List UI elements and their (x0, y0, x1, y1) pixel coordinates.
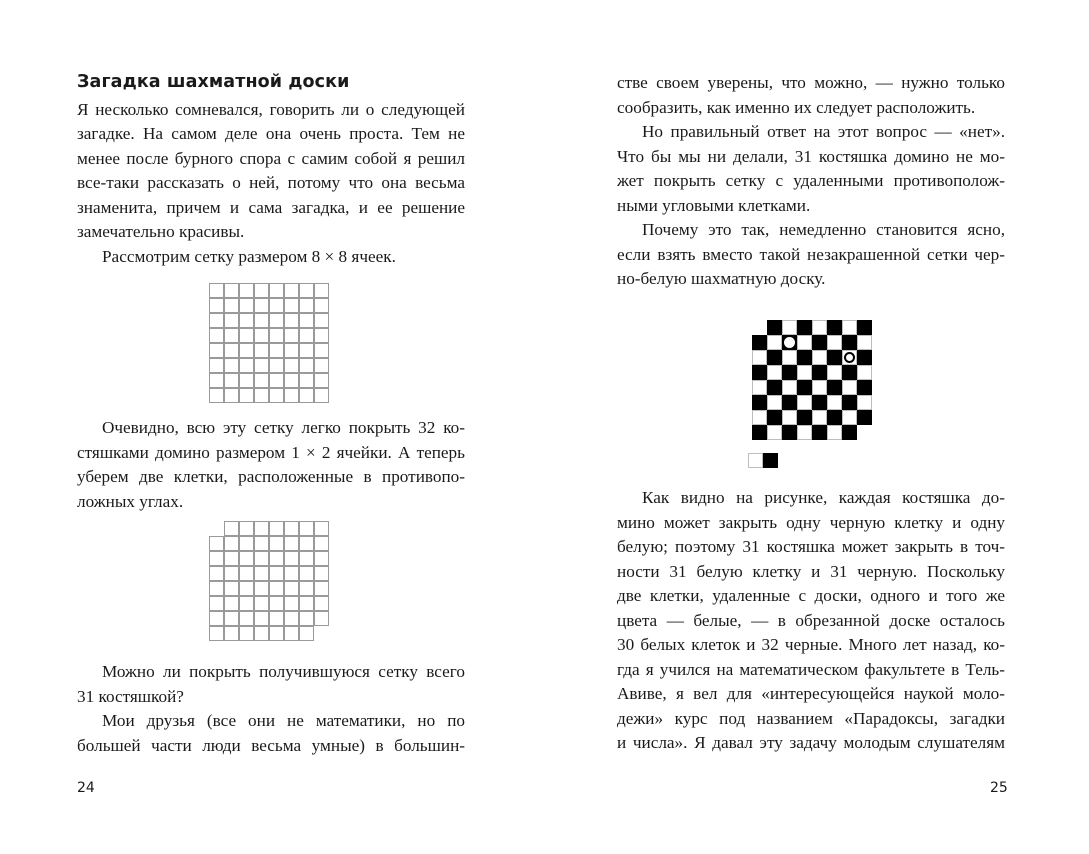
grid-cell (254, 373, 269, 388)
white-square (797, 335, 812, 350)
grid-cell (269, 298, 284, 313)
text-line: но-белую шахматную доску. (617, 269, 826, 288)
grid-cell (209, 358, 224, 373)
grid-cell (314, 313, 329, 328)
grid-cell (269, 581, 284, 596)
grid-cell (239, 521, 254, 536)
grid-cell (224, 313, 239, 328)
text-line: ности 31 белую клетку и 31 черную. Поскольку (617, 562, 1005, 581)
text-line: стяшками домино размером 1 × 2 ячейки. А теперь (77, 443, 465, 462)
grid-cell (254, 551, 269, 566)
white-square (827, 395, 842, 410)
grid-cell (209, 313, 224, 328)
white-square (752, 380, 767, 395)
white-square (752, 410, 767, 425)
black-square (857, 410, 872, 425)
grid-cell (269, 566, 284, 581)
grid-cell (299, 283, 314, 298)
text-line: гда я учился на математическом факультете в Тель- (617, 660, 1005, 679)
grid-cell (284, 626, 299, 641)
grid-cell (224, 343, 239, 358)
grid-cell (254, 581, 269, 596)
black-square (752, 365, 767, 380)
white-square (812, 350, 827, 365)
text-line: стве своем уверены, что можно, — нужно только (617, 73, 1005, 92)
grid-cell (254, 536, 269, 551)
white-square (782, 350, 797, 365)
black-square (842, 365, 857, 380)
domino-half-white (748, 453, 763, 468)
grid-cell (224, 551, 239, 566)
grid-cell (209, 373, 224, 388)
black-square (752, 395, 767, 410)
grid-cell (224, 298, 239, 313)
grid-cell (314, 596, 329, 611)
grid-cell (299, 611, 314, 626)
grid-cell (209, 283, 224, 298)
black-square (752, 425, 767, 440)
text-line: две клетки, удаленные с доски, одного и того же (617, 586, 1005, 605)
grid-cell (209, 536, 224, 551)
grid-cell (314, 551, 329, 566)
text-line: Мои друзья (все они не математики, но по (102, 711, 465, 730)
grid-cell (209, 596, 224, 611)
black-square (767, 380, 782, 395)
grid-cell (209, 566, 224, 581)
grid-cell (254, 298, 269, 313)
grid-cell (269, 626, 284, 641)
white-square (782, 380, 797, 395)
grid-cell (284, 521, 299, 536)
grid-cell (284, 566, 299, 581)
grid-cell (224, 581, 239, 596)
white-square (782, 410, 797, 425)
text-line: если взять вместо такой незакрашенной сетки чер- (617, 245, 1005, 264)
grid-cell (284, 313, 299, 328)
black-square (782, 365, 797, 380)
grid-cell (239, 298, 254, 313)
text-line: знаменита, причем и сама загадка, и ее решение (77, 198, 465, 217)
grid-cell (239, 388, 254, 403)
text-line: Как видно на рисунке, каждая костяшка до- (642, 488, 1005, 507)
text-line: загадке. На самом деле она очень проста. Тем не (77, 124, 465, 143)
grid-cell (284, 551, 299, 566)
grid-cell (284, 328, 299, 343)
white-square (842, 350, 857, 365)
grid-cell (209, 388, 224, 403)
grid-cell (314, 358, 329, 373)
grid-cell (284, 536, 299, 551)
grid-cell (299, 373, 314, 388)
white-square (842, 410, 857, 425)
black-square (857, 380, 872, 395)
grid-cell (224, 358, 239, 373)
grid-cell (239, 566, 254, 581)
grid-cell (239, 328, 254, 343)
grid-cell (239, 313, 254, 328)
grid-cell (299, 298, 314, 313)
grid-cell (314, 388, 329, 403)
grid-cell (269, 388, 284, 403)
white-square (842, 380, 857, 395)
white-square (827, 335, 842, 350)
white-square (797, 365, 812, 380)
white-square (767, 395, 782, 410)
text-line: 30 белых клеток и 32 черные. Много лет назад, ко- (617, 635, 1005, 654)
grid-cell (314, 373, 329, 388)
text-line: и числа». Я давал эту задачу молодым слушателям (617, 733, 1005, 752)
grid-cell (239, 283, 254, 298)
white-square (767, 335, 782, 350)
grid-cell (284, 358, 299, 373)
grid-cell (224, 596, 239, 611)
black-square (797, 380, 812, 395)
grid-cell (314, 536, 329, 551)
grid-cell (284, 373, 299, 388)
white-square (752, 350, 767, 365)
grid-cell (209, 298, 224, 313)
text-line: менее после бурного спора с самим собой я решил (77, 149, 465, 168)
black-square (827, 320, 842, 335)
black-square (857, 350, 872, 365)
grid-cell (314, 611, 329, 626)
text-line: Но правильный ответ на этот вопрос — «нет». (642, 122, 1005, 141)
text-line: Рассмотрим сетку размером 8 × 8 ячеек. (102, 247, 396, 266)
grid-cell (314, 521, 329, 536)
white-square (812, 380, 827, 395)
grid-cell (299, 313, 314, 328)
grid-cell (239, 358, 254, 373)
text-line: цвета — белые, — в обрезанной доске осталось (617, 611, 1005, 630)
grid-cell (299, 536, 314, 551)
grid-cell (224, 626, 239, 641)
black-square (767, 410, 782, 425)
grid-cell (299, 596, 314, 611)
grid-cell (254, 626, 269, 641)
grid-cell (299, 626, 314, 641)
grid-cell (239, 536, 254, 551)
white-square (857, 335, 872, 350)
grid-cell (284, 283, 299, 298)
grid-cell (239, 611, 254, 626)
grid-cell (254, 596, 269, 611)
black-square (827, 380, 842, 395)
text-line: сообразить, как именно их следует расположить. (617, 98, 976, 117)
white-square (857, 365, 872, 380)
grid-cell (224, 328, 239, 343)
text-line: Я несколько сомневался, говорить ли о следующей (77, 100, 465, 119)
page-number-right: 25 (990, 780, 1008, 796)
text-line: ложных углах. (77, 492, 184, 511)
grid-cell (224, 521, 239, 536)
text-line: жет покрыть сетку с удаленными противополож- (617, 171, 1005, 190)
grid-cell (209, 626, 224, 641)
grid-cell (224, 283, 239, 298)
grid-cell (269, 536, 284, 551)
grid-cell (254, 328, 269, 343)
grid-cell (269, 313, 284, 328)
grid-cell (314, 343, 329, 358)
text-line: все-таки рассказать о ней, потому что она весьма (77, 173, 465, 192)
text-line: Можно ли покрыть получившуюся сетку всего (102, 662, 465, 681)
grid-cell (254, 343, 269, 358)
white-square (857, 395, 872, 410)
grid-cell (269, 551, 284, 566)
white-square (797, 395, 812, 410)
grid-cell (224, 566, 239, 581)
page-number-left: 24 (77, 780, 95, 796)
black-square (812, 395, 827, 410)
black-square (812, 365, 827, 380)
grid-cell (299, 551, 314, 566)
black-square (812, 425, 827, 440)
grid-cell (314, 298, 329, 313)
black-square (782, 335, 797, 350)
grid-cell (284, 611, 299, 626)
grid-cell (284, 596, 299, 611)
grid-cell (239, 551, 254, 566)
grid-cell (269, 611, 284, 626)
grid-cell (254, 521, 269, 536)
black-square (812, 335, 827, 350)
grid-cell (209, 551, 224, 566)
text-line: 31 костяшкой? (77, 687, 184, 706)
text-line: Очевидно, всю эту сетку легко покрыть 32 ко- (102, 418, 465, 437)
black-square (767, 350, 782, 365)
grid-cell (299, 358, 314, 373)
grid-cell (284, 343, 299, 358)
grid-cell (269, 283, 284, 298)
white-square (782, 320, 797, 335)
grid-cell (224, 611, 239, 626)
black-square (827, 410, 842, 425)
grid-cell (269, 343, 284, 358)
grid-cell (299, 328, 314, 343)
text-line: замечательно красивы. (77, 222, 245, 241)
grid-cell (314, 566, 329, 581)
grid-cell (254, 566, 269, 581)
text-line: белую; поэтому 31 костяшка может закрыть в точ- (617, 537, 1005, 556)
black-square (842, 425, 857, 440)
domino-half-black (763, 453, 778, 468)
white-square (767, 365, 782, 380)
black-square (797, 350, 812, 365)
text-line: мино может закрыть одну черную клетку и одну (617, 513, 1005, 532)
text-line: большей части люди весьма умные) в большин- (77, 736, 465, 755)
grid-cell (269, 596, 284, 611)
black-square (767, 320, 782, 335)
text-line: Почему это так, немедленно становится ясно, (642, 220, 1005, 239)
grid-cell (254, 313, 269, 328)
grid-cell (314, 283, 329, 298)
grid-cell (239, 343, 254, 358)
black-square (797, 410, 812, 425)
white-square (812, 410, 827, 425)
white-square (842, 320, 857, 335)
black-square (842, 335, 857, 350)
grid-cell (269, 328, 284, 343)
grid-cell (314, 581, 329, 596)
black-square (782, 425, 797, 440)
grid-cell (284, 388, 299, 403)
black-square (752, 335, 767, 350)
grid-cell (254, 358, 269, 373)
grid-cell (299, 566, 314, 581)
grid-cell (254, 283, 269, 298)
grid-cell (224, 373, 239, 388)
grid-cell (239, 596, 254, 611)
black-square (842, 395, 857, 410)
grid-cell (209, 581, 224, 596)
grid-cell (254, 388, 269, 403)
text-line: уберем две клетки, расположенные в противопо- (77, 467, 465, 486)
grid-cell (209, 611, 224, 626)
circle-marker-icon (844, 352, 855, 363)
text-line: дежи» курс под названием «Парадоксы, загадки (617, 709, 1005, 728)
grid-cell (239, 626, 254, 641)
black-square (857, 320, 872, 335)
grid-cell (269, 373, 284, 388)
grid-cell (269, 521, 284, 536)
grid-cell (299, 521, 314, 536)
white-square (827, 365, 842, 380)
white-square (812, 320, 827, 335)
grid-cell (239, 581, 254, 596)
grid-cell (299, 581, 314, 596)
white-square (827, 425, 842, 440)
grid-cell (299, 343, 314, 358)
grid-cell (224, 536, 239, 551)
section-heading: Загадка шахматной доски (77, 72, 350, 92)
grid-cell (209, 343, 224, 358)
grid-cell (209, 328, 224, 343)
grid-cell (224, 388, 239, 403)
grid-cell (314, 328, 329, 343)
black-square (797, 320, 812, 335)
black-square (782, 395, 797, 410)
circle-marker-icon (784, 337, 795, 348)
grid-cell (269, 358, 284, 373)
grid-cell (299, 388, 314, 403)
grid-cell (239, 373, 254, 388)
black-square (827, 350, 842, 365)
grid-cell (254, 611, 269, 626)
grid-cell (284, 581, 299, 596)
text-line: Что бы мы ни делали, 31 костяшка домино не мо- (617, 147, 1005, 166)
white-square (797, 425, 812, 440)
text-line: Авиве, я вел для «интересующейся наукой моло- (617, 684, 1005, 703)
grid-cell (284, 298, 299, 313)
white-square (767, 425, 782, 440)
text-line: ными угловыми клетками. (617, 196, 811, 215)
